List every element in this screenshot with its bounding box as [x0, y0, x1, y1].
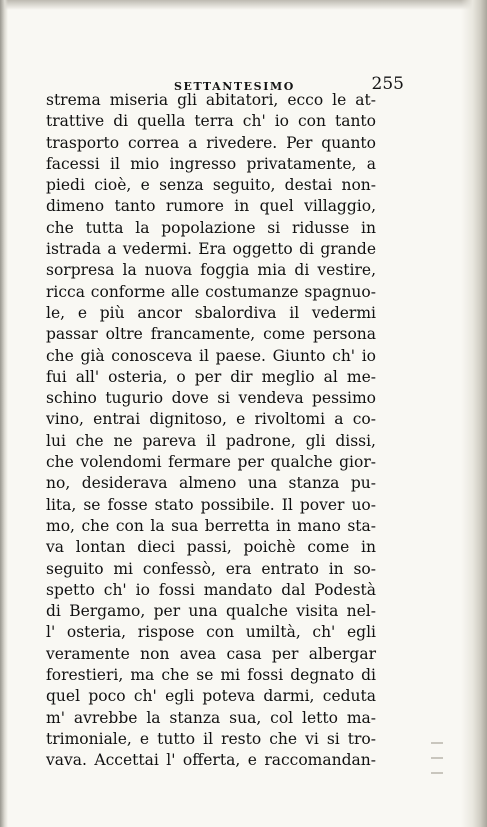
- text-line: facessi il mio ingresso privatamente, a: [46, 154, 376, 173]
- page-number: 255: [371, 74, 404, 94]
- text-line: vino, entrai dignitoso, e rivoltomi a co-: [46, 410, 376, 429]
- text-line: l' osteria, rispose con umiltà, ch' egli: [46, 623, 376, 642]
- text-line: passar oltre francamente, come persona: [46, 325, 376, 344]
- text-line: quel poco ch' egli poteva darmi, ceduta: [46, 687, 376, 706]
- text-line: che volendomi fermare per qualche gior-: [46, 453, 376, 472]
- text-line: seguito mi confessò, era entrato in so-: [46, 559, 376, 578]
- page-right-edge: [461, 0, 487, 827]
- text-line: che tutta la popolazione si ridusse in: [46, 218, 376, 237]
- page-edge-mark: [431, 757, 443, 759]
- text-line: no, desiderava almeno una stanza pu-: [46, 474, 376, 493]
- text-line: mo, che con la sua berretta in mano sta-: [46, 516, 376, 535]
- text-line: istrada a vedermi. Era oggetto di grande: [46, 240, 376, 259]
- text-line: spetto ch' io fossi mandato dal Podestà: [46, 580, 376, 599]
- text-line: schino tugurio dove si vendeva pessimo: [46, 389, 376, 408]
- page-gutter-shadow: [0, 0, 8, 827]
- text-line: ricca conforme alle costumanze spagnuo-: [46, 282, 376, 301]
- text-line: forestieri, ma che se mi fossi degnato di: [46, 666, 376, 685]
- text-line: lita, se fosse stato possibile. Il pover uo-: [46, 495, 376, 514]
- text-line: vava. Accettai l' offerta, e raccomandan-: [46, 751, 376, 770]
- page-edge-mark: [431, 742, 443, 744]
- text-line: lui che ne pareva il padrone, gli dissi,: [46, 431, 376, 450]
- text-line: dimeno tanto rumore in quel villaggio,: [46, 197, 376, 216]
- page-edge-mark: [431, 772, 443, 774]
- text-line: va lontan dieci passi, poichè come in: [46, 538, 376, 557]
- text-line: che già conosceva il paese. Giunto ch' io: [46, 346, 376, 365]
- text-line: le, e più ancor sbalordiva il vedermi: [46, 303, 376, 322]
- text-line: trattive di quella terra ch' io con tanto: [46, 112, 376, 131]
- text-line: m' avrebbe la stanza sua, col letto ma-: [46, 708, 376, 727]
- text-line: sorpresa la nuova foggia mia di vestire,: [46, 261, 376, 280]
- text-line: piedi cioè, e senza seguito, destai non-: [46, 176, 376, 195]
- text-line: veramente non avea casa per albergar: [46, 644, 376, 663]
- text-line: trimoniale, e tutto il resto che vi si tro-: [46, 729, 376, 748]
- text-line: strema miseria gli abitatori, ecco le at-: [46, 91, 376, 109]
- text-line: trasporto correa a rivedere. Per quanto: [46, 133, 376, 152]
- text-line: fui all' osteria, o per dir meglio al me-: [46, 367, 376, 386]
- page-top-edge: [0, 0, 487, 10]
- running-title: SETTANTESIMO: [174, 80, 295, 93]
- text-line: di Bergamo, per una qualche visita nel-: [46, 602, 376, 621]
- body-text: [46, 90, 376, 772]
